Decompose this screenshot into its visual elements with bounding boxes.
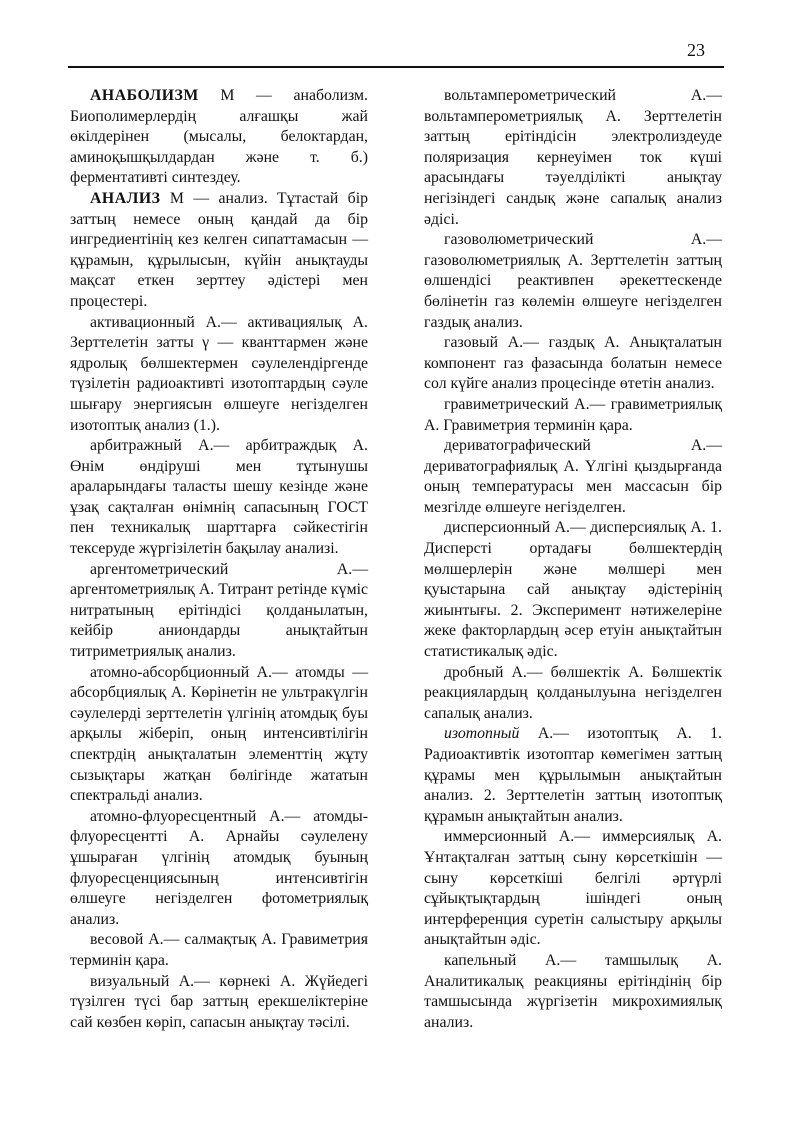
page-number: 23 xyxy=(687,40,705,60)
dictionary-entry: газовый А.— газдық А. Анықталатын компонент газ фазасында болатын немесе сол күйге анализ процесінде өтетін анализ. xyxy=(424,334,722,393)
dictionary-entry: иммерсионный А.— иммерсиялық А. Ұнтақталған заттың сыну көрсеткішін — сыну көрсеткіші белгілі әртүрлі сұйықтықтардың ішіндегі оның интерференция суретін салыстыру арқылы анықтайтын әдіс. xyxy=(424,828,722,949)
dictionary-entry: визуальный А.— көрнекі А. Жүйедегі түзілген түсі бар заттың ерекшеліктеріне сай көзбен көріп, сапасын анықтау тәсілі. xyxy=(70,972,368,1031)
dictionary-entry: дисперсионный А.— дисперсиялық А. 1. Дисперсті ортадағы бөлшектердің мөлшерлерін және мөлшері мен қуыстарына сай анықтау әдістерінің жиынтығы. 2. Эксперимент нәтижелеріне жеке факторлардың әсер етуін анықтайтын статистикалық әдіс. xyxy=(424,519,722,661)
dictionary-entry: атомно-флуоресцентный А.— атомды-флуоресцентті А. Арнайы сәулелену ұшыраған үлгінің атомдық буының флуоресценциясының интенсивтігін өлшеуге негізделген фотометриялық анализ. xyxy=(70,807,368,928)
dictionary-entry: атомно-абсорбционный А.— атомды — абсорбциялық А. Көрінетін не ультракүлгін сәулелерді зерттелетін үлгінің атомдық буы арқылы жіберіп, оның интенсивтілігін спектрдің анықталатын элементтің жұту сызықтары жатқан бөлігінде жататын спектральді анализ. xyxy=(70,663,368,805)
dictionary-entry: аргентометрический А.— аргентометриялық А. Титрант ретінде күміс нитратының ерітіндісі қолданылатын, кейбір аниондарды анықтайтын титриметриялық анализ. xyxy=(70,560,368,661)
dictionary-entry: капельный А.— тамшылық А. Аналитикалық реакцияны ерітіндінің бір тамшысында жүргізетін микрохимиялық анализ. xyxy=(424,951,722,1031)
entry-text: М — анаболизм. Биополимерлердің алғашқы жай өкілдерінен (мысалы, белоктардан, аминоқышқылдардан және т. б.) ферментативті синтездеу. xyxy=(70,87,368,187)
dictionary-entry: дериватографический А.— дериватографиялық А. Үлгіні қыздырғанда оның температурасы мен массасын бір мезгілде өлшеуге негізделген. xyxy=(424,437,722,516)
entry-headword: АНАЛИЗ xyxy=(90,189,161,207)
dictionary-entry: весовой А.— салмақтық А. Гравиметрия терминін қара. xyxy=(70,931,368,969)
entry-text: А.— изотоптық А. 1. Радиоактивтік изотоптар көмегімен заттың құрамы мен құрылымын анықтайтын анализ. 2. Зерттелетін заттың изотоптық құрамын анықтайтын анализ. xyxy=(424,725,722,825)
dictionary-entry: арбитражный А.— арбитраждық А. Өнім өндіруші мен тұтынушы араларындағы таласты шешу кезінде және ұзақ сақталған өнімнің сапасының ГОСТ пен техникалық шарттарға сәйкестігін тексеруде жүргізілетін бақылау анализі. xyxy=(70,437,368,558)
entry-headword: АНАБОЛИЗМ xyxy=(90,87,199,104)
left-column xyxy=(70,86,368,1033)
dictionary-entry: активационный А.— активациялық А. Зерттелетін затты γ — кванттармен және ядролық бөлшектермен сәулелендіргенде түзілетін радиоактивті изотоптардың сәуле шығару энергиясын өлшеуге негізделген изотоптық анализ (1.). xyxy=(70,313,368,434)
dictionary-entry: гравиметрический А.— гравиметриялық А. Гравиметрия терминін қара. xyxy=(424,395,722,434)
dictionary-entry: газоволюметрический А.— газоволюметриялық А. Зерттелетін заттың өлшендісі реактивпен әрекеттескенде бөлінетін газ көлемін өлшеуге негізделген газдық анализ. xyxy=(424,231,722,331)
dictionary-entry xyxy=(70,189,368,313)
header-rule xyxy=(68,66,724,68)
dictionary-entry: дробный А.— бөлшектік А. Бөлшектік реакциялардың қолданылуына негізделген сапалық анализ. xyxy=(424,663,722,722)
dictionary-entry: вольтамперометрический А.— вольтамперометриялық А. Зерттелетін заттың ерітіндісін электролиздеуде поляризация кернеуімен ток күші арасындағы тәуелділікті анықтау негізіндегі сандық және сапалық анализ әдісі. xyxy=(424,87,722,228)
entry-text: М — анализ. Тұтастай бір заттың немесе оның қандай да бір ингредиентінің кез келген сипаттамасын — құрамын, құрылысын, күйін анықтауды мақсат еткен зерттеу әдістері мен процестері. xyxy=(70,189,368,310)
entry-headword: изотопный xyxy=(444,725,520,743)
dictionary-entry xyxy=(424,724,722,827)
dictionary-entry xyxy=(70,86,368,189)
right-column xyxy=(424,86,722,1033)
